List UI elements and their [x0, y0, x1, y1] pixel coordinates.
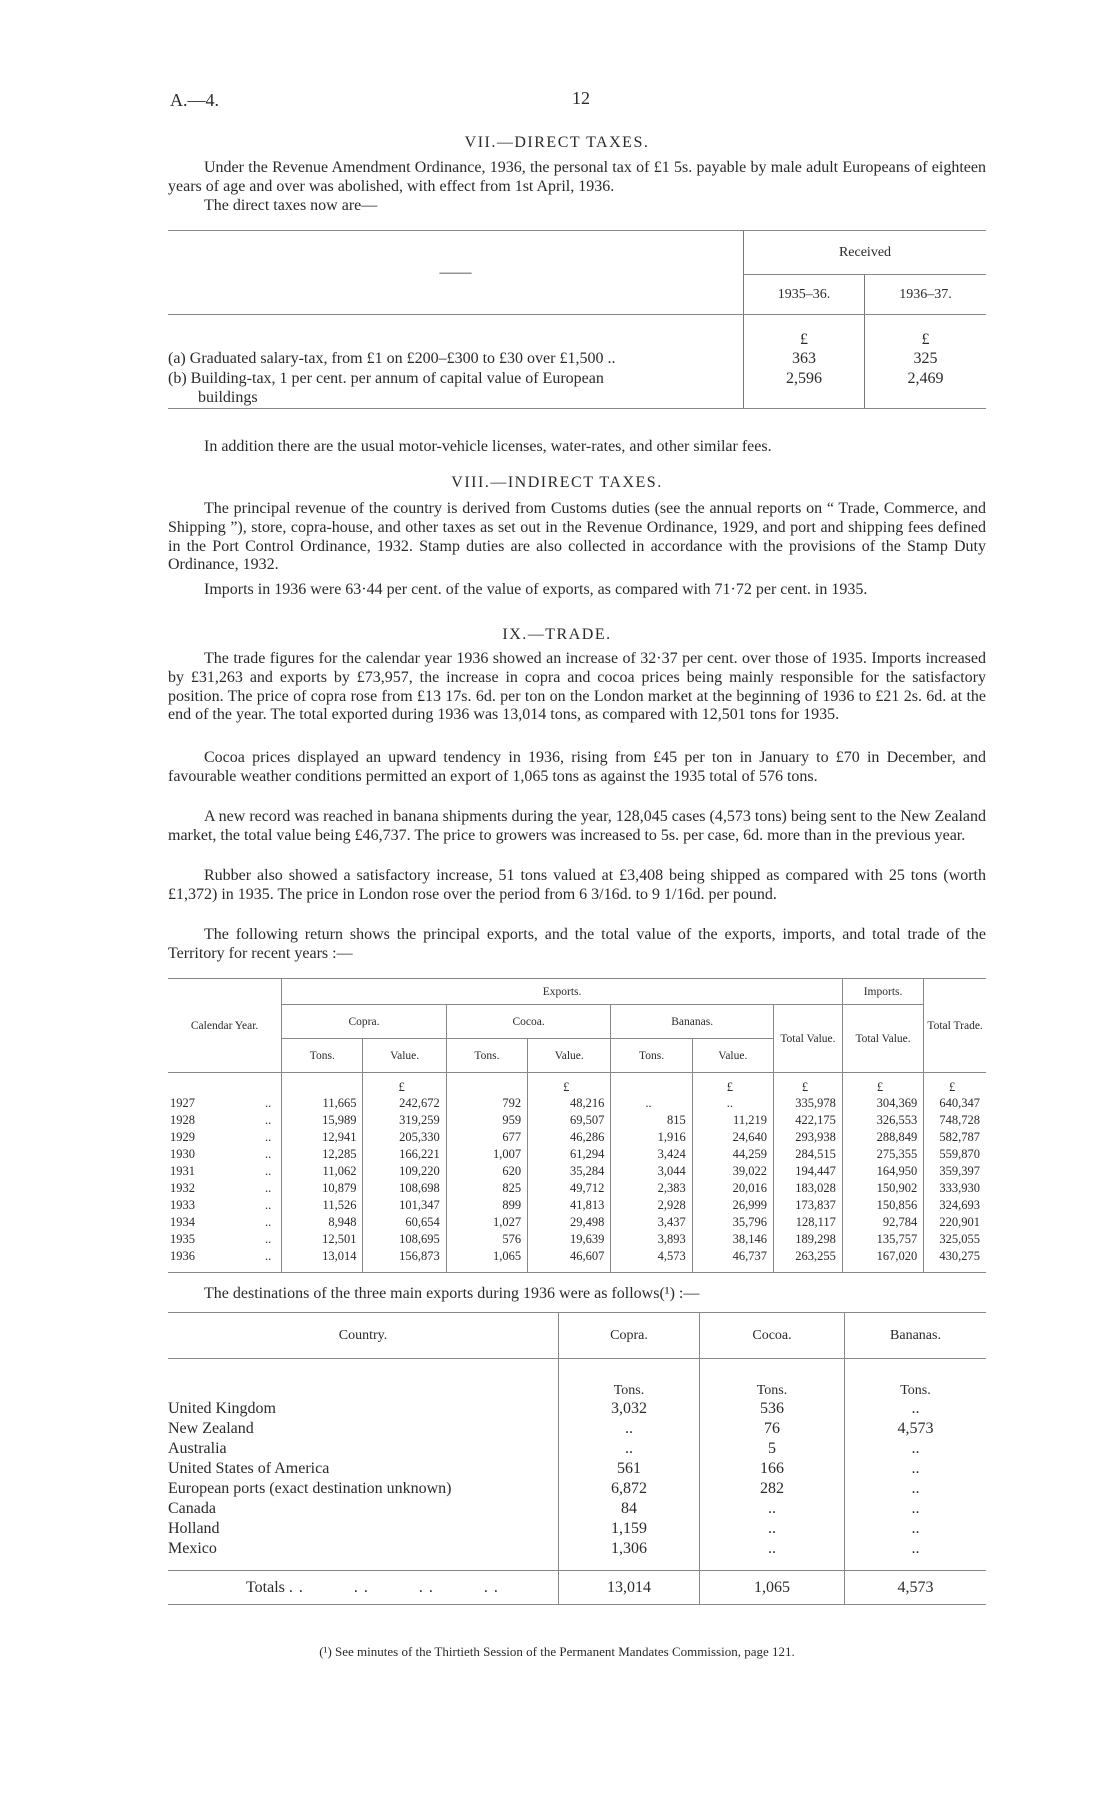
table-row: [168, 1095, 986, 1112]
trade-cell-bananas-tons: 2,928: [611, 1197, 692, 1214]
trade-header-bananas-tons: Tons.: [611, 1039, 692, 1073]
dest-bananas: ..: [845, 1459, 987, 1479]
trade-cell-bananas-tons: 2,383: [611, 1180, 692, 1197]
trade-cell-cocoa-value: 49,712: [528, 1180, 611, 1197]
tax-row: [168, 349, 986, 369]
trade-cell-export-total: 422,175: [773, 1112, 842, 1129]
trade-header-cocoa-value: Value.: [528, 1039, 611, 1073]
trade-cell-year: [168, 1163, 282, 1180]
trade-paragraph-3-text: A new record was reached in banana shipments during the year, 128,045 cases (4,573 tons) being sent to the New Zealand market, the total value being £46,737. The price to growers was increased to 5s. per case, 6d. more than in the previous year.: [168, 808, 986, 844]
trade-cell-copra-tons: 8,948: [282, 1214, 363, 1231]
trade-cell-bananas-tons: 4,573: [611, 1248, 692, 1265]
trade-cell-bananas-value: 26,999: [692, 1197, 773, 1214]
trade-paragraph-4: [168, 867, 986, 905]
heading-indirect-taxes: VIII.—INDIRECT TAXES.: [451, 474, 663, 491]
indirect-taxes-paragraph: [168, 500, 986, 575]
trade-cell-total-trade: 582,787: [924, 1129, 986, 1146]
trade-year-value: 1927: [170, 1095, 195, 1110]
trade-cell-copra-tons: 10,879: [282, 1180, 363, 1197]
trade-cell-bananas-tons: 3,424: [611, 1146, 692, 1163]
trade-cell-bananas-tons: 3,893: [611, 1231, 692, 1248]
trade-cell-year: [168, 1231, 282, 1248]
trade-cell-year: [168, 1095, 282, 1112]
tax-row-label: (b) Building-tax, 1 per cent. per annum of capital value of European: [168, 369, 604, 387]
trade-cell-copra-tons: 12,285: [282, 1146, 363, 1163]
dest-bananas: ..: [845, 1499, 987, 1519]
direct-taxes-intro: [168, 197, 986, 216]
dest-country: Canada: [168, 1499, 216, 1517]
direct-taxes-additional-text: In addition there are the usual motor-vehicle licenses, water-rates, and other similar fees.: [204, 438, 772, 455]
dest-header-copra: Copra.: [559, 1313, 700, 1359]
trade-cell-copra-value: 109,220: [363, 1163, 446, 1180]
dest-totals-cocoa: 1,065: [700, 1571, 845, 1605]
destinations-intro-text: The destinations of the three main exports during 1936 were as follows(¹) :—: [204, 1285, 700, 1302]
trade-cell-total-trade: 325,055: [924, 1231, 986, 1248]
trade-cell-import-total: 150,902: [842, 1180, 923, 1197]
trade-header-import-total-value: Total Value.: [842, 1005, 923, 1073]
trade-cell-import-total: 164,950: [842, 1163, 923, 1180]
tax-row-label: (a) Graduated salary-tax, from £1 on £200–£300 to £30 over £1,500 ..: [168, 349, 616, 367]
trade-cell-total-trade: 748,728: [924, 1112, 986, 1129]
trade-year-leader: ..: [264, 1129, 272, 1144]
dest-copra: 1,159: [559, 1519, 700, 1539]
trade-cell-cocoa-value: 69,507: [528, 1112, 611, 1129]
trade-cell-copra-value: 166,221: [363, 1146, 446, 1163]
trade-cell-cocoa-tons: 792: [446, 1095, 527, 1112]
trade-cell-import-total: 135,757: [842, 1231, 923, 1248]
dest-country: Holland: [168, 1519, 220, 1537]
dest-cocoa: 5: [700, 1439, 845, 1459]
trade-year-leader: ..: [264, 1163, 272, 1178]
tax-row-value-1935: 2,596: [744, 369, 865, 389]
trade-paragraph-1-text: The trade figures for the calendar year 1936 showed an increase of 32·37 per cent. over those of 1935. Imports increased by £31,263 and exports by £73,957, the increase in copra and cocoa prices being mainly responsible for the satisfactory position. The price of copra rose from £13 17s. 6d. per ton on the London market at the beginning of 1936 to £21 2s. 6d. at the end of the year. The total exported during 1936 was 13,014 tons, as compared with 12,501 tons for 1935.: [168, 650, 986, 724]
direct-taxes-additional: [168, 438, 986, 457]
trade-year-value: 1933: [170, 1197, 195, 1212]
trade-cell-cocoa-tons: 899: [446, 1197, 527, 1214]
dest-cocoa: 536: [700, 1399, 845, 1419]
trade-cell-total-trade: 324,693: [924, 1197, 986, 1214]
trade-cell-cocoa-tons: 1,065: [446, 1248, 527, 1265]
trade-paragraph-2-text: Cocoa prices displayed an upward tendency in 1936, rising from £45 per ton in January to £70 in December, and favourable weather conditions permitted an export of 1,065 tons as against the 1935 total of 576 tons.: [168, 749, 986, 785]
trade-cell-export-total: 284,515: [773, 1146, 842, 1163]
trade-cell-cocoa-tons: 1,027: [446, 1214, 527, 1231]
trade-paragraph-4-text: Rubber also showed a satisfactory increase, 51 tons valued at £3,408 being shipped as compared with 25 tons (worth £1,372) in 1935. The price in London rose over the period from 6 3/16d. to 9 1/16d. per pound.: [168, 867, 986, 903]
trade-cell-export-total: 335,978: [773, 1095, 842, 1112]
trade-cell-copra-tons: 12,941: [282, 1129, 363, 1146]
trade-paragraph-1: [168, 650, 986, 725]
dest-bananas: ..: [845, 1439, 987, 1459]
trade-cell-total-trade: 430,275: [924, 1248, 986, 1265]
trade-header-calendar-year: Calendar Year.: [168, 979, 282, 1073]
trade-cell-cocoa-value: 35,284: [528, 1163, 611, 1180]
list-item: [168, 1459, 986, 1479]
trade-year-leader: ..: [264, 1214, 272, 1229]
tax-table-stub: ——: [168, 231, 744, 315]
trade-year-value: 1929: [170, 1129, 195, 1144]
trade-cell-import-total: 304,369: [842, 1095, 923, 1112]
trade-cell-cocoa-tons: 620: [446, 1163, 527, 1180]
trade-cell-cocoa-tons: 677: [446, 1129, 527, 1146]
dest-totals-row: [168, 1571, 986, 1605]
trade-paragraph-3: [168, 808, 986, 846]
list-item: [168, 1439, 986, 1459]
trade-cell-bananas-tons: 1,916: [611, 1129, 692, 1146]
footnote: (¹) See minutes of the Thirtieth Session of the Permanent Mandates Commission, page 121.: [319, 1644, 795, 1659]
tax-table-col-1936: 1936–37.: [865, 275, 987, 315]
dest-bananas: 4,573: [845, 1419, 987, 1439]
trade-cell-import-total: 167,020: [842, 1248, 923, 1265]
trade-year-leader: ..: [264, 1095, 272, 1110]
trade-unit: £: [773, 1073, 842, 1095]
trade-cell-import-total: 288,849: [842, 1129, 923, 1146]
dest-copra: 1,306: [559, 1539, 700, 1559]
trade-cell-copra-tons: 11,526: [282, 1197, 363, 1214]
dest-bananas: ..: [845, 1479, 987, 1499]
dest-cocoa: ..: [700, 1539, 845, 1559]
trade-header-bananas-value: Value.: [692, 1039, 773, 1073]
trade-cell-year: [168, 1112, 282, 1129]
trade-cell-cocoa-tons: 825: [446, 1180, 527, 1197]
trade-header-imports: Imports.: [842, 979, 923, 1005]
dest-unit-copra: Tons.: [559, 1359, 700, 1399]
trade-year-leader: ..: [264, 1146, 272, 1161]
trade-cell-copra-value: 108,695: [363, 1231, 446, 1248]
trade-cell-cocoa-tons: 576: [446, 1231, 527, 1248]
trade-cell-bananas-value: 39,022: [692, 1163, 773, 1180]
dest-header-bananas: Bananas.: [845, 1313, 987, 1359]
trade-header-export-total-value: Total Value.: [773, 1005, 842, 1073]
trade-year-leader: ..: [264, 1112, 272, 1127]
trade-cell-cocoa-value: 48,216: [528, 1095, 611, 1112]
trade-cell-total-trade: 359,397: [924, 1163, 986, 1180]
heading-direct-taxes: VII.—DIRECT TAXES.: [464, 134, 650, 151]
trade-cell-copra-value: 101,347: [363, 1197, 446, 1214]
trade-header-copra-tons: Tons.: [282, 1039, 363, 1073]
trade-cell-cocoa-value: 61,294: [528, 1146, 611, 1163]
trade-cell-bananas-tons: ..: [611, 1095, 692, 1112]
trade-cell-export-total: 173,837: [773, 1197, 842, 1214]
dest-cocoa: 166: [700, 1459, 845, 1479]
trade-header-exports: Exports.: [282, 979, 843, 1005]
trade-year-value: 1930: [170, 1146, 195, 1161]
list-item: [168, 1479, 986, 1499]
dest-unit-bananas: Tons.: [845, 1359, 987, 1399]
trade-cell-total-trade: 220,901: [924, 1214, 986, 1231]
trade-year-leader: ..: [264, 1197, 272, 1212]
trade-cell-bananas-tons: 815: [611, 1112, 692, 1129]
heading-trade: IX.—TRADE.: [502, 626, 612, 643]
table-row: [168, 1146, 986, 1163]
trade-cell-cocoa-tons: 1,007: [446, 1146, 527, 1163]
trade-cell-export-total: 189,298: [773, 1231, 842, 1248]
trade-cell-cocoa-value: 19,639: [528, 1231, 611, 1248]
trade-cell-copra-value: 319,259: [363, 1112, 446, 1129]
indirect-taxes-imports: [168, 581, 986, 600]
trade-cell-import-total: 150,856: [842, 1197, 923, 1214]
dest-unit-cocoa: Tons.: [700, 1359, 845, 1399]
trade-cell-import-total: 326,553: [842, 1112, 923, 1129]
table-row: [168, 1248, 986, 1265]
trade-cell-bananas-value: ..: [692, 1095, 773, 1112]
dest-country: Australia: [168, 1439, 227, 1457]
trade-cell-bananas-value: 46,737: [692, 1248, 773, 1265]
tax-row-label-continued: buildings: [168, 389, 744, 409]
direct-taxes-text: Under the Revenue Amendment Ordinance, 1936, the personal tax of £1 5s. payable by male adult Europeans of eighteen years of age and over was abolished, with effect from 1st April, 1936.: [168, 159, 986, 195]
list-item: [168, 1519, 986, 1539]
dest-totals-leader: . . . . . . . .: [288, 1578, 499, 1596]
trade-year-value: 1931: [170, 1163, 195, 1178]
tax-row-value-1936: 325: [865, 349, 987, 369]
list-item: [168, 1419, 986, 1439]
trade-cell-export-total: 263,255: [773, 1248, 842, 1265]
list-item: [168, 1499, 986, 1519]
trade-cell-copra-value: 108,698: [363, 1180, 446, 1197]
trade-year-leader: ..: [264, 1231, 272, 1246]
trade-cell-export-total: 128,117: [773, 1214, 842, 1231]
trade-cell-total-trade: 559,870: [924, 1146, 986, 1163]
trade-cell-cocoa-value: 41,813: [528, 1197, 611, 1214]
trade-cell-bananas-value: 24,640: [692, 1129, 773, 1146]
trade-year-leader: ..: [264, 1248, 272, 1263]
direct-taxes-intro-text: The direct taxes now are—: [204, 197, 378, 214]
trade-cell-cocoa-value: 46,607: [528, 1248, 611, 1265]
tax-table-received-header: Received: [744, 231, 987, 275]
trade-year-value: 1932: [170, 1180, 195, 1195]
dest-totals-copra: 13,014: [559, 1571, 700, 1605]
dest-totals-label: Totals: [246, 1578, 285, 1596]
dest-header-country: Country.: [168, 1313, 559, 1359]
trade-header-copra: Copra.: [282, 1005, 447, 1039]
dest-cocoa: ..: [700, 1519, 845, 1539]
trade-cell-copra-tons: 15,989: [282, 1112, 363, 1129]
trade-header-copra-value: Value.: [363, 1039, 446, 1073]
trade-cell-bananas-tons: 3,044: [611, 1163, 692, 1180]
dest-header-cocoa: Cocoa.: [700, 1313, 845, 1359]
trade-year-value: 1928: [170, 1112, 195, 1127]
trade-cell-export-total: 194,447: [773, 1163, 842, 1180]
direct-taxes-paragraph: [168, 159, 986, 197]
trade-cell-copra-value: 205,330: [363, 1129, 446, 1146]
trade-year-leader: ..: [264, 1180, 272, 1195]
trade-cell-import-total: 92,784: [842, 1214, 923, 1231]
direct-taxes-table: [168, 230, 986, 409]
trade-paragraph-5-text: The following return shows the principal exports, and the total value of the exports, imports, and total trade of the Territory for recent years :—: [168, 926, 986, 962]
trade-cell-copra-tons: 13,014: [282, 1248, 363, 1265]
trade-cell-cocoa-tons: 959: [446, 1112, 527, 1129]
table-row: [168, 1112, 986, 1129]
trade-cell-year: [168, 1197, 282, 1214]
indirect-taxes-imports-text: Imports in 1936 were 63·44 per cent. of the value of exports, as compared with 71·72 per cent. in 1935.: [204, 581, 868, 598]
tax-table-unit-1936: £: [865, 315, 987, 349]
tax-row-value-1935: 363: [744, 349, 865, 369]
trade-cell-year: [168, 1180, 282, 1197]
list-item: [168, 1539, 986, 1559]
trade-unit: £: [924, 1073, 986, 1095]
trade-cell-copra-tons: 11,665: [282, 1095, 363, 1112]
list-item: [168, 1399, 986, 1419]
tax-table-unit-1935: £: [744, 315, 865, 349]
tax-table-col-1935: 1935–36.: [744, 275, 865, 315]
trade-table: [168, 978, 986, 1273]
trade-paragraph-2: [168, 749, 986, 787]
table-row: [168, 1129, 986, 1146]
trade-header-total-trade: Total Trade.: [924, 979, 986, 1073]
trade-cell-bananas-tons: 3,437: [611, 1214, 692, 1231]
dest-country: New Zealand: [168, 1419, 254, 1437]
trade-cell-bananas-value: 20,016: [692, 1180, 773, 1197]
trade-year-value: 1934: [170, 1214, 195, 1229]
dest-copra: 3,032: [559, 1399, 700, 1419]
table-row: [168, 1180, 986, 1197]
trade-header-cocoa-tons: Tons.: [446, 1039, 527, 1073]
trade-paragraph-5: [168, 926, 986, 964]
dest-cocoa: ..: [700, 1499, 845, 1519]
trade-cell-total-trade: 640,347: [924, 1095, 986, 1112]
tax-row: [168, 369, 986, 389]
tax-row-value-1936: 2,469: [865, 369, 987, 389]
table-row: [168, 1214, 986, 1231]
trade-cell-year: [168, 1214, 282, 1231]
destinations-table: [168, 1312, 986, 1605]
trade-unit: £: [528, 1073, 611, 1095]
dest-copra: 84: [559, 1499, 700, 1519]
dest-country: United States of America: [168, 1459, 330, 1477]
trade-cell-copra-value: 156,873: [363, 1248, 446, 1265]
dest-bananas: ..: [845, 1399, 987, 1419]
trade-cell-export-total: 293,938: [773, 1129, 842, 1146]
dest-cocoa: 76: [700, 1419, 845, 1439]
trade-cell-cocoa-value: 46,286: [528, 1129, 611, 1146]
table-row: [168, 1163, 986, 1180]
dest-bananas: ..: [845, 1519, 987, 1539]
trade-cell-bananas-value: 35,796: [692, 1214, 773, 1231]
trade-unit: £: [842, 1073, 923, 1095]
dest-copra: ..: [559, 1419, 700, 1439]
trade-unit: £: [692, 1073, 773, 1095]
trade-cell-total-trade: 333,930: [924, 1180, 986, 1197]
trade-header-bananas: Bananas.: [611, 1005, 774, 1039]
trade-cell-copra-tons: 11,062: [282, 1163, 363, 1180]
trade-cell-cocoa-value: 29,498: [528, 1214, 611, 1231]
dest-country: European ports (exact destination unknown): [168, 1479, 452, 1497]
trade-year-value: 1936: [170, 1248, 195, 1263]
destinations-intro: [168, 1285, 986, 1304]
trade-cell-year: [168, 1129, 282, 1146]
trade-cell-copra-value: 60,654: [363, 1214, 446, 1231]
trade-cell-export-total: 183,028: [773, 1180, 842, 1197]
trade-cell-bananas-value: 11,219: [692, 1112, 773, 1129]
trade-cell-bananas-value: 44,259: [692, 1146, 773, 1163]
trade-cell-year: [168, 1146, 282, 1163]
indirect-taxes-text: The principal revenue of the country is derived from Customs duties (see the annual reports on “ Trade, Commerce, and Shipping ”), store, copra-house, and other taxes as set out in the Revenue Ordinance, 1929, and port and shipping fees defined in the Port Control Ordinance, 1932. Stamp duties are also collected in accordance with the provisions of the Stamp Duty Ordinance, 1932.: [168, 500, 986, 574]
dest-copra: 561: [559, 1459, 700, 1479]
dest-copra: ..: [559, 1439, 700, 1459]
dest-totals-bananas: 4,573: [845, 1571, 987, 1605]
document-reference: A.—4.: [170, 90, 219, 110]
table-row: [168, 1231, 986, 1248]
trade-cell-copra-tons: 12,501: [282, 1231, 363, 1248]
trade-unit: £: [363, 1073, 446, 1095]
trade-cell-bananas-value: 38,146: [692, 1231, 773, 1248]
dest-country: United Kingdom: [168, 1399, 276, 1417]
dest-copra: 6,872: [559, 1479, 700, 1499]
trade-cell-copra-value: 242,672: [363, 1095, 446, 1112]
dest-country: Mexico: [168, 1539, 217, 1557]
dest-cocoa: 282: [700, 1479, 845, 1499]
page-number: 12: [572, 88, 590, 108]
dest-bananas: ..: [845, 1539, 987, 1559]
trade-cell-import-total: 275,355: [842, 1146, 923, 1163]
trade-header-cocoa: Cocoa.: [446, 1005, 611, 1039]
table-row: [168, 1197, 986, 1214]
trade-cell-year: [168, 1248, 282, 1265]
trade-year-value: 1935: [170, 1231, 195, 1246]
